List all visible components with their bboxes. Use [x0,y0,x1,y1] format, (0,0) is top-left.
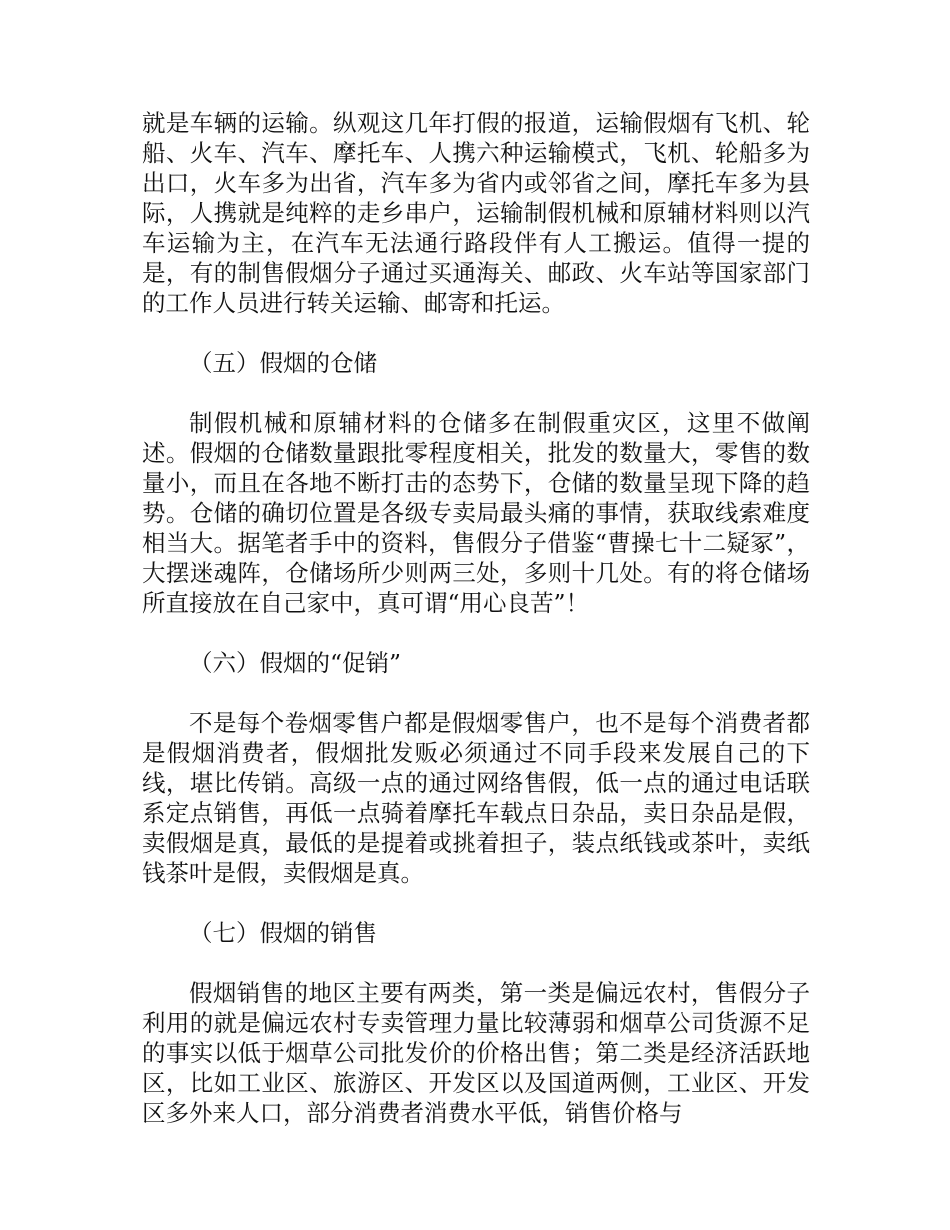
section-heading-sales: （七）假烟的销售 [189,919,377,947]
section-heading-storage: （五）假烟的仓储 [189,349,377,377]
paragraph-promotion: 不是每个卷烟零售户都是假烟零售户，也不是每个消费者都是假烟消费者，假烟批发贩必须通过不同手段来发展自己的下线，堪比传销。高级一点的通过网络售假，低一点的通过电话联系定点销售，再低一点骑着摩托车载点日杂品，卖日杂品是假，卖假烟是真，最低的是提着或挑着担子，装点纸钱或茶叶，卖纸钱茶叶是假，卖假烟是真。 [142,709,810,887]
paragraph-transport-continued: 就是车辆的运输。纵观这几年打假的报道，运输假烟有飞机、轮船、火车、汽车、摩托车、人携六种运输模式，飞机、轮船多为出口，火车多为出省，汽车多为省内或邻省之间，摩托车多为县际，人携就是纯粹的走乡串户，运输制假机械和原辅材料则以汽车运输为主，在汽车无法通行路段伴有人工搬运。值得一提的是，有的制售假烟分子通过买通海关、邮政、火车站等国家部门的工作人员进行转关运输、邮寄和托运。 [142,109,810,317]
document-page [142,108,810,1158]
paragraph-sales: 假烟销售的地区主要有两类，第一类是偏远农村，售假分子利用的就是偏远农村专卖管理力量比较薄弱和烟草公司货源不足的事实以低于烟草公司批发价的价格出售；第二类是经济活跃地区，比如工业区、旅游区、开发区以及国道两侧，工业区、开发区多外来人口，部分消费者消费水平低，销售价格与 [142,979,810,1127]
section-heading-promotion: （六）假烟的“促销” [189,649,402,677]
paragraph-storage: 制假机械和原辅材料的仓储多在制假重灾区，这里不做阐述。假烟的仓储数量跟批零程度相关，批发的数量大，零售的数量小，而且在各地不断打击的态势下，仓储的数量呈现下降的趋势。仓储的确切位置是各级专卖局最头痛的事情，获取线索难度相当大。据笔者手中的资料，售假分子借鉴“曹操七十二疑冢”，大摆迷魂阵，仓储场所少则两三处，多则十几处。有的将仓储场所直接放在自己家中，真可谓“用心良苦”！ [142,409,810,617]
